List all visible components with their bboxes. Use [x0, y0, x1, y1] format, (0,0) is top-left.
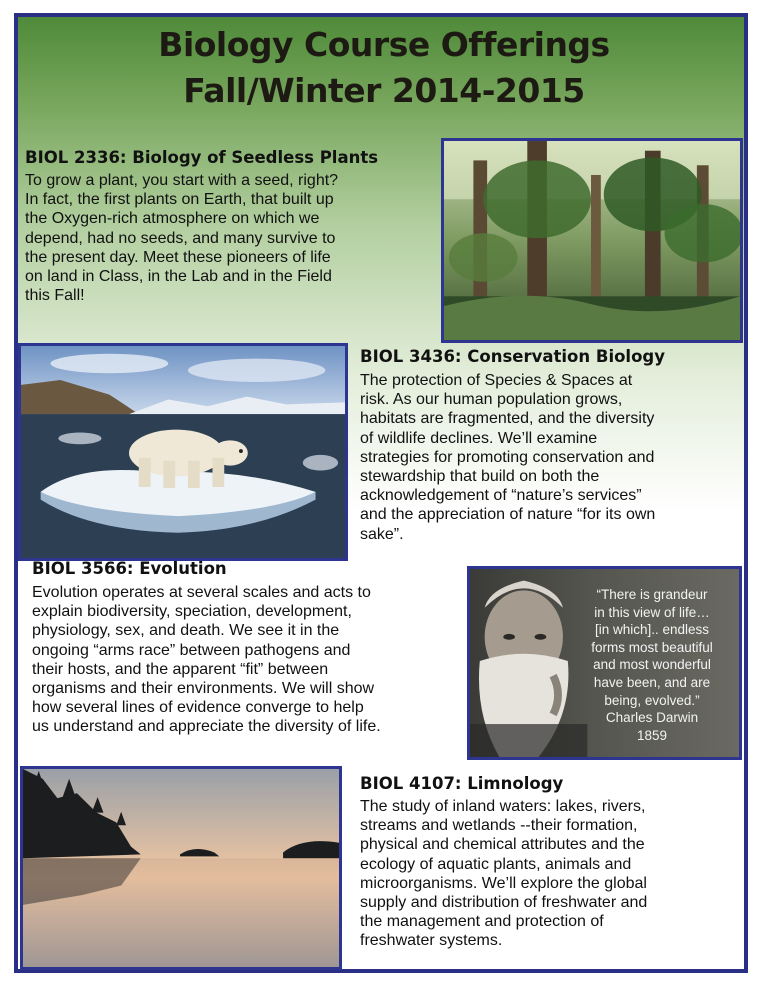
quote-line: and most wonderful: [593, 657, 711, 673]
course-description-limnology: [360, 797, 745, 951]
quote-line: [in which].. endless: [594, 622, 710, 638]
course-description-seedless-plants: [25, 171, 445, 305]
text-line: supply and distribution of freshwater and: [360, 894, 648, 912]
lake-sunset-image: [20, 766, 342, 970]
text-line: on land in Class, in the Lab and in the Field: [25, 268, 332, 286]
quote-line: forms most beautiful: [591, 639, 713, 655]
text-line: streams and wetlands --their formation,: [360, 817, 638, 835]
text-line: their hosts, and the apparent “fit” between: [32, 660, 329, 678]
text-line: To grow a plant, you start with a seed, right?: [25, 172, 339, 189]
quote-line: 1859: [636, 727, 668, 743]
course-description-evolution: [32, 583, 472, 737]
text-line: physiology, sex, and death. We see it in the: [32, 622, 340, 640]
text-line: sake”.: [360, 525, 404, 543]
poster-title: [0, 22, 768, 114]
text-line: the present day. Meet these pioneers of life: [25, 248, 331, 266]
title-line-1: Biology Course Offerings: [158, 25, 610, 64]
text-line: habitats are fragmented, and the diversity: [360, 410, 655, 428]
text-line: ecology of aquatic plants, animals and: [360, 855, 632, 873]
quote-line: have been, and are: [593, 674, 711, 690]
quote-line: “There is grandeur: [596, 587, 708, 602]
text-line: this Fall!: [25, 287, 85, 305]
quote-line: Charles Darwin: [605, 710, 699, 726]
text-line: explain biodiversity, speciation, development,: [32, 603, 352, 621]
course-description-conservation-biology: [360, 371, 750, 544]
text-line: risk. As our human population grows,: [360, 391, 623, 409]
course-heading-limnology: BIOL 4107: Limnology: [360, 774, 564, 793]
course-heading-seedless-plants: BIOL 2336: Biology of Seedless Plants: [25, 148, 379, 167]
text-line: The protection of Species & Spaces at: [360, 372, 633, 389]
text-line: depend, had no seeds, and many survive to: [25, 229, 336, 247]
text-line: ongoing “arms race” between pathogens and: [32, 641, 351, 659]
text-line: stewardship that build on both the: [360, 468, 600, 486]
darwin-quote: [572, 586, 732, 744]
quote-line: being, evolved.”: [604, 692, 700, 708]
forest-image: [441, 138, 743, 343]
text-line: strategies for promoting conservation and: [360, 448, 655, 466]
course-heading-conservation-biology: BIOL 3436: Conservation Biology: [360, 347, 665, 366]
text-line: The study of inland waters: lakes, rivers,: [360, 798, 646, 815]
text-line: organisms and their environments. We will show: [32, 680, 375, 698]
course-heading-evolution: BIOL 3566: Evolution: [32, 559, 227, 578]
text-line: Evolution operates at several scales and acts to: [32, 584, 371, 601]
text-line: freshwater systems.: [360, 932, 503, 950]
text-line: acknowledgement of “nature’s services”: [360, 487, 642, 505]
text-line: of wildlife declines. We’ll examine: [360, 429, 598, 447]
text-line: physical and chemical attributes and the: [360, 836, 645, 854]
text-line: the Oxygen-rich atmosphere on which we: [25, 210, 320, 228]
text-line: how several lines of evidence converge to help: [32, 699, 364, 717]
text-line: us understand and appreciate the diversity of life.: [32, 718, 381, 736]
text-line: and the appreciation of nature “for its own: [360, 506, 656, 524]
title-line-2: Fall/Winter 2014-2015: [183, 71, 585, 110]
quote-line: in this view of life…: [594, 604, 710, 620]
text-line: the management and protection of: [360, 913, 604, 931]
text-line: microorganisms. We’ll explore the global: [360, 874, 647, 892]
polar-bear-image: [18, 343, 348, 561]
text-line: In fact, the first plants on Earth, that built up: [25, 191, 334, 209]
